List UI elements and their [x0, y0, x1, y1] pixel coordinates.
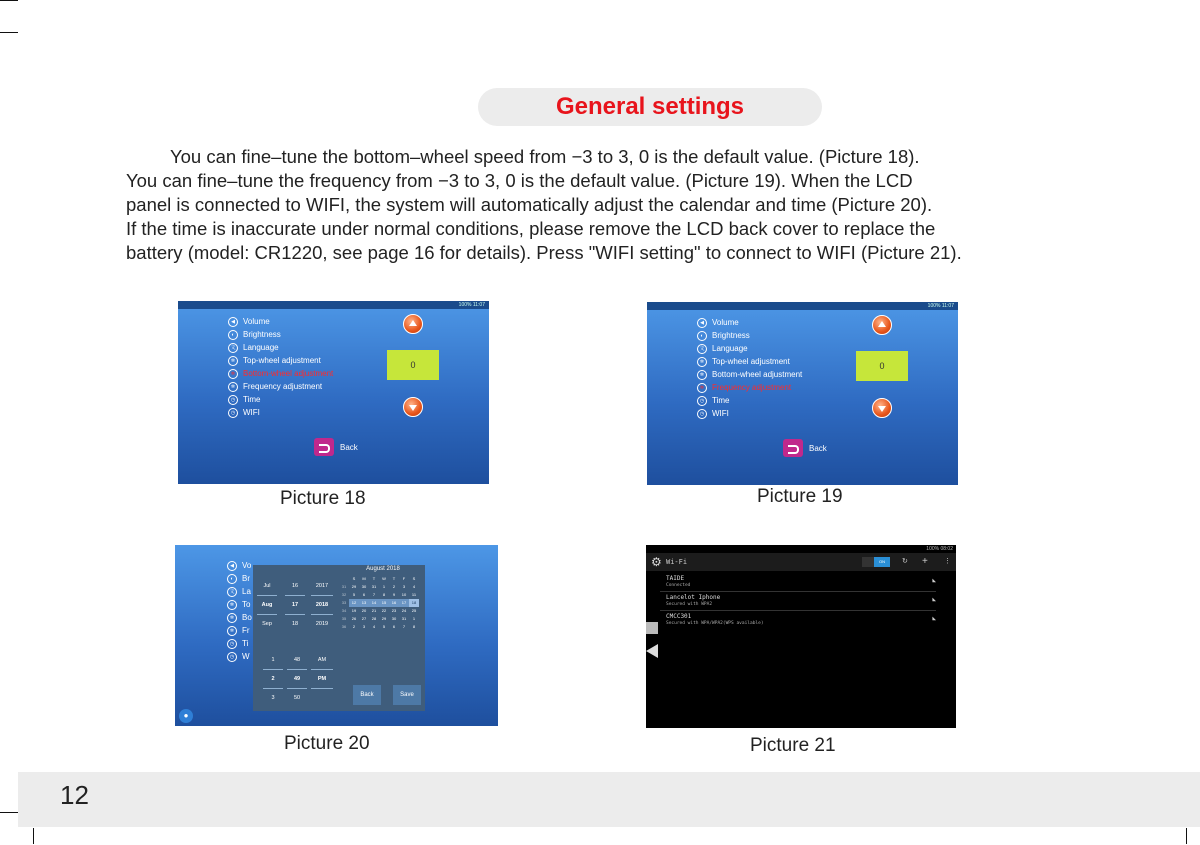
wifi-lock-icon: ◣: [932, 596, 936, 603]
menu-item-wifi[interactable]: ◷ WIFI: [697, 407, 802, 420]
wifi-toggle[interactable]: ON: [862, 557, 890, 567]
page-title: General settings: [555, 93, 745, 120]
wifi-title: Wi-Fi: [666, 558, 688, 566]
brightness-icon: ◐: [228, 330, 238, 340]
value-display: 0: [387, 350, 439, 380]
calendar-day[interactable]: 23: [391, 608, 397, 613]
week-number: 34: [341, 608, 347, 613]
calendar-day[interactable]: 21: [371, 608, 377, 613]
picture-20-caption: Picture 20: [284, 733, 370, 754]
wifi-icon: ◷: [228, 408, 238, 418]
wifi-lock-icon: ◣: [932, 615, 936, 622]
calendar-day[interactable]: 25: [411, 608, 417, 613]
decrease-arrow-icon[interactable]: [872, 398, 892, 418]
intro-line: You can fine–tune the frequency from −3 to 3, 0 is the default value. (Picture 19). When the LCD: [126, 170, 913, 191]
dialog-back-button[interactable]: Back: [353, 685, 381, 705]
calendar-day[interactable]: 4: [372, 624, 376, 629]
refresh-icon[interactable]: ↻: [902, 558, 908, 565]
intro-paragraph: [126, 145, 1046, 265]
back-button[interactable]: Back: [314, 438, 358, 456]
calendar-day[interactable]: 8: [382, 592, 386, 597]
wifi-icon: ◷: [697, 409, 707, 419]
intro-line: You can fine–tune the bottom–wheel speed from −3 to 3, 0 is the default value. (Picture 18).: [170, 146, 920, 167]
calendar-day[interactable]: 19: [351, 608, 357, 613]
crop-mark: [0, 0, 18, 1]
minute-picker[interactable]: 48 49 50: [287, 651, 307, 707]
picture-18-screenshot: [178, 301, 489, 484]
calendar-week-row: [339, 583, 421, 591]
week-number: 35: [341, 616, 347, 621]
wifi-icon: ◷: [227, 652, 237, 662]
calendar-day[interactable]: 13: [359, 599, 369, 607]
week-number: 36: [341, 624, 347, 629]
menu-item-top-wheel[interactable]: ✲ Top-wheel adjustment: [697, 355, 802, 368]
wheel-icon: ✲: [228, 356, 238, 366]
weekday-label: T: [392, 576, 396, 581]
month-picker[interactable]: Jul Aug Sep: [257, 577, 277, 633]
calendar-day[interactable]: 31: [371, 584, 377, 589]
picture-21-caption: Picture 21: [750, 735, 836, 756]
calendar-day[interactable]: 2: [392, 584, 396, 589]
network-item[interactable]: CMCC301 Secured with WPA/WPA2(WPS available) ◣: [666, 613, 936, 626]
menu-item-language[interactable]: 文 Language: [697, 342, 802, 355]
menu-item-time[interactable]: ◷ Time: [697, 394, 802, 407]
calendar-day[interactable]: 22: [381, 608, 387, 613]
menu-item: ◷ Ti: [227, 637, 252, 650]
settings-menu: [228, 315, 333, 419]
calendar-day[interactable]: 17: [399, 599, 409, 607]
divider: [660, 610, 936, 611]
status-bar: 100% 11:07: [178, 301, 489, 309]
clock-icon: ◷: [697, 396, 707, 406]
menu-item-volume[interactable]: ◀ Volume: [228, 315, 333, 328]
mic-icon[interactable]: ●: [179, 709, 193, 723]
calendar-day[interactable]: 6: [362, 592, 366, 597]
day-picker[interactable]: 16 17 18: [285, 577, 305, 633]
menu-item: ✲ Fr: [227, 624, 252, 637]
picture-19-screenshot: [647, 302, 958, 485]
calendar-day[interactable]: 18: [409, 599, 419, 607]
calendar-week-row: [339, 599, 421, 607]
status-bar: 100% 11:07: [647, 302, 958, 310]
brightness-icon: ◐: [697, 331, 707, 341]
more-icon[interactable]: ⋮: [944, 558, 951, 565]
status-bar: 100% 08:02: [926, 546, 953, 552]
calendar-day[interactable]: 10: [401, 592, 407, 597]
menu-item: ✲ Bo: [227, 611, 252, 624]
year-picker[interactable]: 2017 2018 2019: [311, 577, 333, 633]
weekday-label: T: [372, 576, 376, 581]
wheel-icon: ✲: [697, 370, 707, 380]
menu-item-language[interactable]: 文 Language: [228, 341, 333, 354]
value-display: 0: [856, 351, 908, 381]
menu-item-frequency[interactable]: ✲ Frequency adjustment: [228, 380, 333, 393]
hour-picker[interactable]: 1 2 3: [263, 651, 283, 707]
picture-19-caption: Picture 19: [757, 486, 843, 507]
frequency-icon: ✲: [697, 383, 707, 393]
wifi-action-bar: [646, 553, 956, 571]
language-icon: 文: [697, 344, 707, 354]
calendar-day[interactable]: 1: [412, 616, 416, 621]
menu-item: ◀ Vo: [227, 559, 252, 572]
week-number: 33: [341, 600, 347, 605]
calendar-day[interactable]: 3: [362, 624, 366, 629]
weekday-label: S: [412, 576, 416, 581]
page-number: 12: [60, 780, 89, 810]
settings-menu: [697, 316, 802, 420]
weekday-label: F: [402, 576, 406, 581]
clock-icon: ◷: [228, 395, 238, 405]
calendar-month-title: August 2018: [366, 566, 400, 572]
calendar-weekday-row: [339, 575, 421, 583]
calendar-day[interactable]: 5: [382, 624, 386, 629]
calendar-day[interactable]: 24: [401, 608, 407, 613]
menu-item-top-wheel[interactable]: ✲ Top-wheel adjustment: [228, 354, 333, 367]
dialog-save-button[interactable]: Save: [393, 685, 421, 705]
network-item[interactable]: Lancelot Iphone Secured with WPA2 ◣: [666, 594, 936, 607]
date-time-dialog: [253, 565, 425, 711]
back-button[interactable]: Back: [783, 439, 827, 457]
calendar-day[interactable]: 16: [389, 599, 399, 607]
calendar-day[interactable]: 27: [361, 616, 367, 621]
calendar-day[interactable]: 15: [379, 599, 389, 607]
calendar-day[interactable]: 3: [402, 584, 406, 589]
wheel-icon: ✲: [228, 369, 238, 379]
calendar-day[interactable]: 30: [361, 584, 367, 589]
calendar-day[interactable]: 31: [401, 616, 407, 621]
menu-item: ◷ W: [227, 650, 252, 663]
frequency-icon: ✲: [227, 626, 237, 636]
menu-item-time[interactable]: ◷ Time: [228, 393, 333, 406]
intro-line: battery (model: CR1220, see page 16 for details). Press "WIFI setting" to connect to WIFI (Picture 21).: [126, 242, 962, 263]
wheel-icon: ✲: [227, 600, 237, 610]
crop-mark: [0, 32, 18, 33]
menu-item-brightness[interactable]: ◐ Brightness: [697, 329, 802, 342]
picture-18-caption: Picture 18: [280, 488, 366, 509]
network-item[interactable]: TAIDE Connected ◣: [666, 575, 936, 588]
menu-item-wifi[interactable]: ◷ WIFI: [228, 406, 333, 419]
calendar-week-row: [339, 607, 421, 615]
calendar-grid[interactable]: [339, 575, 421, 631]
square-nav-icon[interactable]: [646, 622, 658, 634]
menu-item-frequency[interactable]: ✲ Frequency adjustment: [697, 381, 802, 394]
back-icon: [314, 438, 334, 456]
weekday-label: [339, 575, 349, 583]
calendar-day[interactable]: 5: [352, 592, 356, 597]
speaker-icon: ◀: [227, 561, 237, 571]
wheel-icon: ✲: [227, 613, 237, 623]
intro-line: If the time is inaccurate under normal conditions, please remove the LCD back cover to replace the: [126, 218, 936, 239]
calendar-day[interactable]: 26: [351, 616, 357, 621]
wifi-signal-icon: ◣: [932, 577, 936, 584]
language-icon: 文: [228, 343, 238, 353]
back-icon: [783, 439, 803, 457]
brightness-icon: ◐: [227, 574, 237, 584]
calendar-day[interactable]: 20: [361, 608, 367, 613]
speaker-icon: ◀: [697, 318, 707, 328]
footer-band: [18, 772, 1200, 827]
gear-icon[interactable]: ⚙: [651, 555, 662, 569]
calendar-day[interactable]: 9: [392, 592, 396, 597]
ampm-picker[interactable]: AM PM: [311, 651, 333, 707]
weekday-label: W: [382, 576, 386, 581]
language-icon: 文: [227, 587, 237, 597]
calendar-day[interactable]: 2: [352, 624, 356, 629]
calendar-day[interactable]: 8: [412, 624, 416, 629]
calendar-day[interactable]: 28: [371, 616, 377, 621]
calendar-day[interactable]: 4: [412, 584, 416, 589]
crop-mark: [1186, 828, 1187, 844]
picture-21-screenshot: [646, 545, 956, 728]
calendar-week-row: [339, 623, 421, 631]
menu-item-bottom-wheel[interactable]: ✲ Bottom-wheel adjustment: [228, 367, 333, 380]
add-icon[interactable]: +: [922, 556, 928, 567]
frequency-icon: ✲: [228, 382, 238, 392]
decrease-arrow-icon[interactable]: [403, 397, 423, 417]
calendar-day[interactable]: 11: [411, 592, 417, 597]
calendar-day[interactable]: 29: [381, 616, 387, 621]
clock-icon: ◷: [227, 639, 237, 649]
settings-menu-behind: [227, 559, 252, 663]
wheel-icon: ✲: [697, 357, 707, 367]
calendar-day[interactable]: 12: [349, 599, 359, 607]
weekday-label: S: [352, 576, 356, 581]
menu-item: ✲ To: [227, 598, 252, 611]
menu-item-brightness[interactable]: ◐ Brightness: [228, 328, 333, 341]
back-nav-icon[interactable]: [646, 644, 658, 658]
calendar-day[interactable]: 1: [382, 584, 386, 589]
crop-mark: [33, 828, 34, 844]
menu-item-bottom-wheel[interactable]: ✲ Bottom-wheel adjustment: [697, 368, 802, 381]
week-number: 32: [341, 592, 347, 597]
increase-arrow-icon[interactable]: [872, 315, 892, 335]
speaker-icon: ◀: [228, 317, 238, 327]
calendar-week-row: [339, 591, 421, 599]
divider: [660, 591, 936, 592]
calendar-day[interactable]: 14: [369, 599, 379, 607]
title-pill: [478, 88, 822, 126]
picture-20-screenshot: [175, 545, 498, 726]
menu-item-volume[interactable]: ◀ Volume: [697, 316, 802, 329]
week-number: 31: [341, 584, 347, 589]
menu-item: 文 La: [227, 585, 252, 598]
crop-mark: [0, 812, 18, 813]
calendar-day[interactable]: 6: [392, 624, 396, 629]
increase-arrow-icon[interactable]: [403, 314, 423, 334]
calendar-day[interactable]: 29: [351, 584, 357, 589]
calendar-day[interactable]: 7: [402, 624, 406, 629]
calendar-day[interactable]: 7: [372, 592, 376, 597]
menu-item: ◐ Br: [227, 572, 252, 585]
weekday-label: M: [362, 576, 366, 581]
intro-line: panel is connected to WIFI, the system will automatically adjust the calendar and time (Picture 20).: [126, 194, 933, 215]
calendar-week-row: [339, 615, 421, 623]
calendar-day[interactable]: 30: [391, 616, 397, 621]
